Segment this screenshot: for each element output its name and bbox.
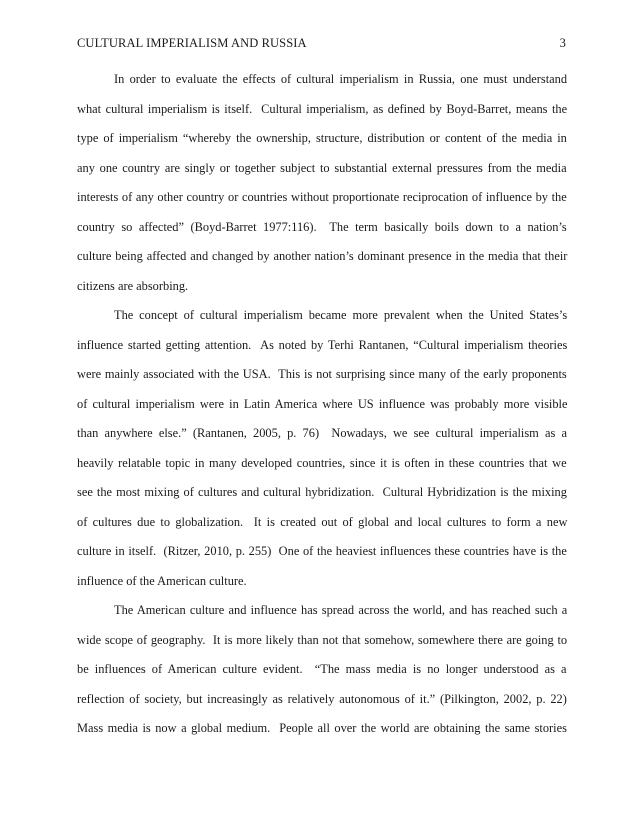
paragraph-line xyxy=(77,632,567,662)
paragraph-line xyxy=(77,661,567,691)
line-text: than anywhere else.” (Rantanen, 2005, p. 76) Nowadays, we see cultural imperialism as a xyxy=(77,426,567,440)
line-text: interests of any other country or countries without proportionate reciprocation of influence by the xyxy=(77,190,567,204)
line-text: Mass media is now a global medium. People all over the world are obtaining the same stories xyxy=(77,721,567,735)
line-text: heavily relatable topic in many developed countries, since it is often in these countries that we xyxy=(77,455,567,470)
paragraph-line xyxy=(77,573,567,603)
paragraph-line xyxy=(77,189,567,219)
line-text: culture in itself. (Ritzer, 2010, p. 255) One of the heaviest influences these countries have is the xyxy=(77,544,567,558)
line-text: what cultural imperialism is itself. Cultural imperialism, as defined by Boyd-Barret, means the xyxy=(77,101,568,116)
running-head-title: CULTURAL IMPERIALISM AND RUSSIA xyxy=(77,36,307,50)
paragraph-line xyxy=(77,484,567,514)
body-text xyxy=(77,71,567,750)
running-head xyxy=(77,36,566,52)
line-text: of cultures due to globalization. It is created out of global and local cultures to form a new xyxy=(77,514,568,529)
paragraph-line xyxy=(77,543,567,573)
line-text: any one country are singly or together subject to substantial external pressures from the media xyxy=(77,160,567,175)
page-number: 3 xyxy=(559,36,566,50)
paragraph-line xyxy=(77,602,567,632)
paragraph-line xyxy=(77,219,567,249)
paragraph-line xyxy=(77,71,567,101)
paragraph-line xyxy=(77,278,567,308)
line-text: country so affected” (Boyd-Barret 1977:116). The term basically boils down to a nation’s xyxy=(77,219,567,234)
line-text: see the most mixing of cultures and cultural hybridization. Cultural Hybridization is the mixing xyxy=(77,485,567,499)
paragraph-line xyxy=(77,160,567,190)
line-text: influence of the American culture. xyxy=(77,573,247,588)
line-text: The concept of cultural imperialism became more prevalent when the United States’s xyxy=(114,308,568,322)
paragraph-line xyxy=(77,366,567,396)
paragraph-line xyxy=(77,455,567,485)
paragraph-line xyxy=(77,337,567,367)
paragraph-line xyxy=(77,396,567,426)
line-text: of cultural imperialism were in Latin America where US influence was probably more visible xyxy=(77,396,568,411)
paragraph-line xyxy=(77,101,567,131)
line-text: type of imperialism “whereby the ownership, structure, distribution or content of the media in xyxy=(77,131,567,145)
line-text: In order to evaluate the effects of cultural imperialism in Russia, one must understand xyxy=(114,72,568,86)
line-text: be influences of American culture evident. “The mass media is no longer understood as a xyxy=(77,662,567,676)
line-text: wide scope of geography. It is more likely than not that somehow, somewhere there are going to xyxy=(77,632,568,647)
paragraph-line xyxy=(77,425,567,455)
line-text: reflection of society, but increasingly as relatively autonomous of it.” (Pilkington, 2002, p. 22) xyxy=(77,691,567,706)
line-text: The American culture and influence has spread across the world, and has reached such a xyxy=(114,603,568,617)
line-text: influence started getting attention. As noted by Terhi Rantanen, “Cultural imperialism theories xyxy=(77,337,568,352)
paragraph-line xyxy=(77,307,567,337)
paragraph-line xyxy=(77,514,567,544)
line-text: were mainly associated with the USA. This is not surprising since many of the early proponents xyxy=(77,367,567,381)
line-text: citizens are absorbing. xyxy=(77,278,189,293)
paragraph-line xyxy=(77,720,567,750)
paragraph-line xyxy=(77,248,567,278)
paragraph-line xyxy=(77,691,567,721)
line-text: culture being affected and changed by another nation’s dominant presence in the media that their xyxy=(77,249,568,263)
paragraph-line xyxy=(77,130,567,160)
